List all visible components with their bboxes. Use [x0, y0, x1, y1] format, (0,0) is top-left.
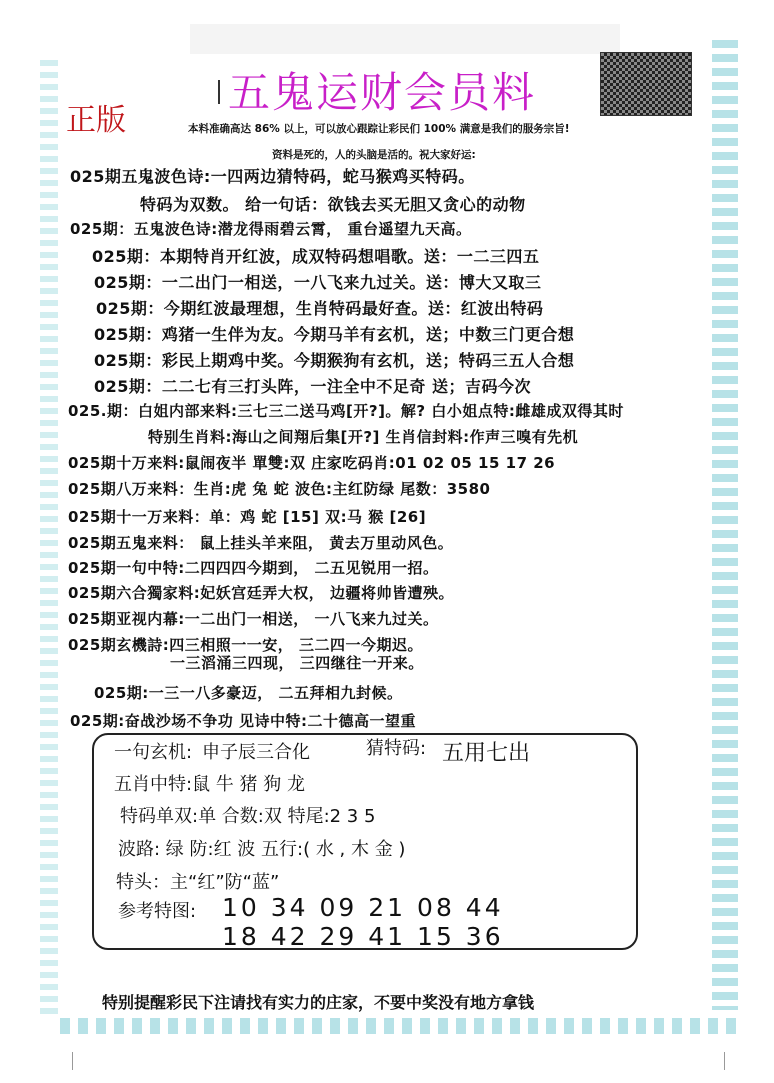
box-row: 五肖中特:鼠 牛 猪 狗 龙 — [114, 774, 305, 795]
number-row: 18 42 29 41 15 36 — [222, 922, 504, 951]
text-line: 025期十一万来料：单：鸡 蛇 [15] 双:马 猴 [26] — [68, 508, 427, 526]
text-line: 025期十万来料:鼠闹夜半 單雙:双 庄家吃码肖:01 02 05 15 17 26 — [68, 454, 556, 472]
text-line: 025期：本期特肖开红波，成双特码想唱歌。送：一二三四五 — [92, 247, 540, 266]
left-watermark-border — [40, 60, 58, 1020]
text-line: 一三滔涌三四现， 三四继往一开来。 — [170, 654, 424, 672]
text-line: 025期五鬼来料： 鼠上挂头羊来阻， 黄去万里动风色。 — [68, 534, 454, 552]
box-row: 特码单双:单 合数:双 特尾:2 3 5 — [120, 806, 376, 827]
crop-mark — [706, 1052, 725, 1070]
text-line: 025期玄機詩:四三相照一一安， 三二四一今期迟。 — [68, 636, 424, 654]
box-value: 五用七出 — [442, 741, 531, 766]
text-line: 025期亚视内幕:一二出门一相送， 一八飞来九过关。 — [68, 610, 439, 628]
text-line: 025期：二二七有三打头阵，一注全中不足奇 送；吉码今次 — [94, 377, 531, 396]
text-line: 特码为双数。 给一句话：欲钱去买无胆又贪心的动物 — [140, 195, 526, 214]
title-divider — [218, 80, 220, 104]
text-line: 025期六合獨家料:妃妖宫廷弄大权， 边疆将帅皆遭殃。 — [68, 584, 455, 602]
qr-code-image — [600, 52, 692, 116]
text-line: 025期：五鬼波色诗:潜龙得雨碧云霄， 重台遥望九天高。 — [70, 220, 472, 238]
text-line: 特别生肖料:海山之间翔后集[开?] 生肖信封料:作声三嗅有先机 — [148, 428, 579, 446]
footer-note: 特别提醒彩民下注请找有实力的庄家，不要中奖没有地方拿钱 — [102, 993, 535, 1012]
crop-mark — [72, 1052, 91, 1070]
text-line: 025期:一三一八多豪迈， 二五拜相九封候。 — [94, 684, 403, 702]
right-watermark-border — [712, 40, 738, 1010]
box-label: 参考特图: — [118, 901, 197, 922]
text-line: 025期一句中特:二四四四今期到， 二五见锐用一招。 — [68, 559, 439, 577]
text-line: 025期五鬼波色诗:一四两边猜特码，蛇马猴鸡买特码。 — [70, 167, 475, 186]
slogan-line-1: 本料准确高达 86% 以上，可以放心跟踪让彩民们 100% 满意是我们的服务宗旨! — [188, 123, 570, 135]
box-label: 一句玄机: — [114, 742, 193, 763]
text-line: 025期：鸡猪一生伴为友。今期马羊有玄机，送；中数三门更合想 — [94, 325, 575, 344]
text-line: 025期：今期红波最理想，生肖特码最好查。送：红波出特码 — [96, 299, 544, 318]
top-watermark — [190, 24, 620, 54]
page-title: 五鬼运财会员料 — [228, 68, 537, 117]
box-row: 特头：主“红”防“蓝” — [116, 872, 280, 893]
bottom-watermark-border — [60, 1018, 740, 1034]
box-label: 猜特码: — [366, 738, 427, 759]
slogan-line-2: 资料是死的，人的头脑是活的。祝大家好运: — [272, 149, 476, 161]
text-line: 025期：一二出门一相送，一八飞来九过关。送：博大又取三 — [94, 273, 542, 292]
edition-label: 正版 — [66, 103, 126, 138]
text-line: 025.期：白姐内部来料:三七三二送马鸡[开?]。解? 白小姐点特:雌雄成双得其时 — [68, 402, 624, 420]
box-row: 波路: 绿 防:红 波 五行:( 水 , 木 金 ) — [118, 839, 406, 860]
text-line: 025期:奋战沙场不争功 见诗中特:二十德高一望重 — [70, 712, 417, 730]
text-line: 025期八万来料：生肖:虎 兔 蛇 波色:主红防绿 尾数：3580 — [68, 480, 491, 498]
text-line: 025期：彩民上期鸡中奖。今期猴狗有玄机，送；特码三五人合想 — [94, 351, 575, 370]
number-row: 10 34 09 21 08 44 — [222, 893, 504, 922]
box-value: 申子辰三合化 — [202, 742, 310, 763]
